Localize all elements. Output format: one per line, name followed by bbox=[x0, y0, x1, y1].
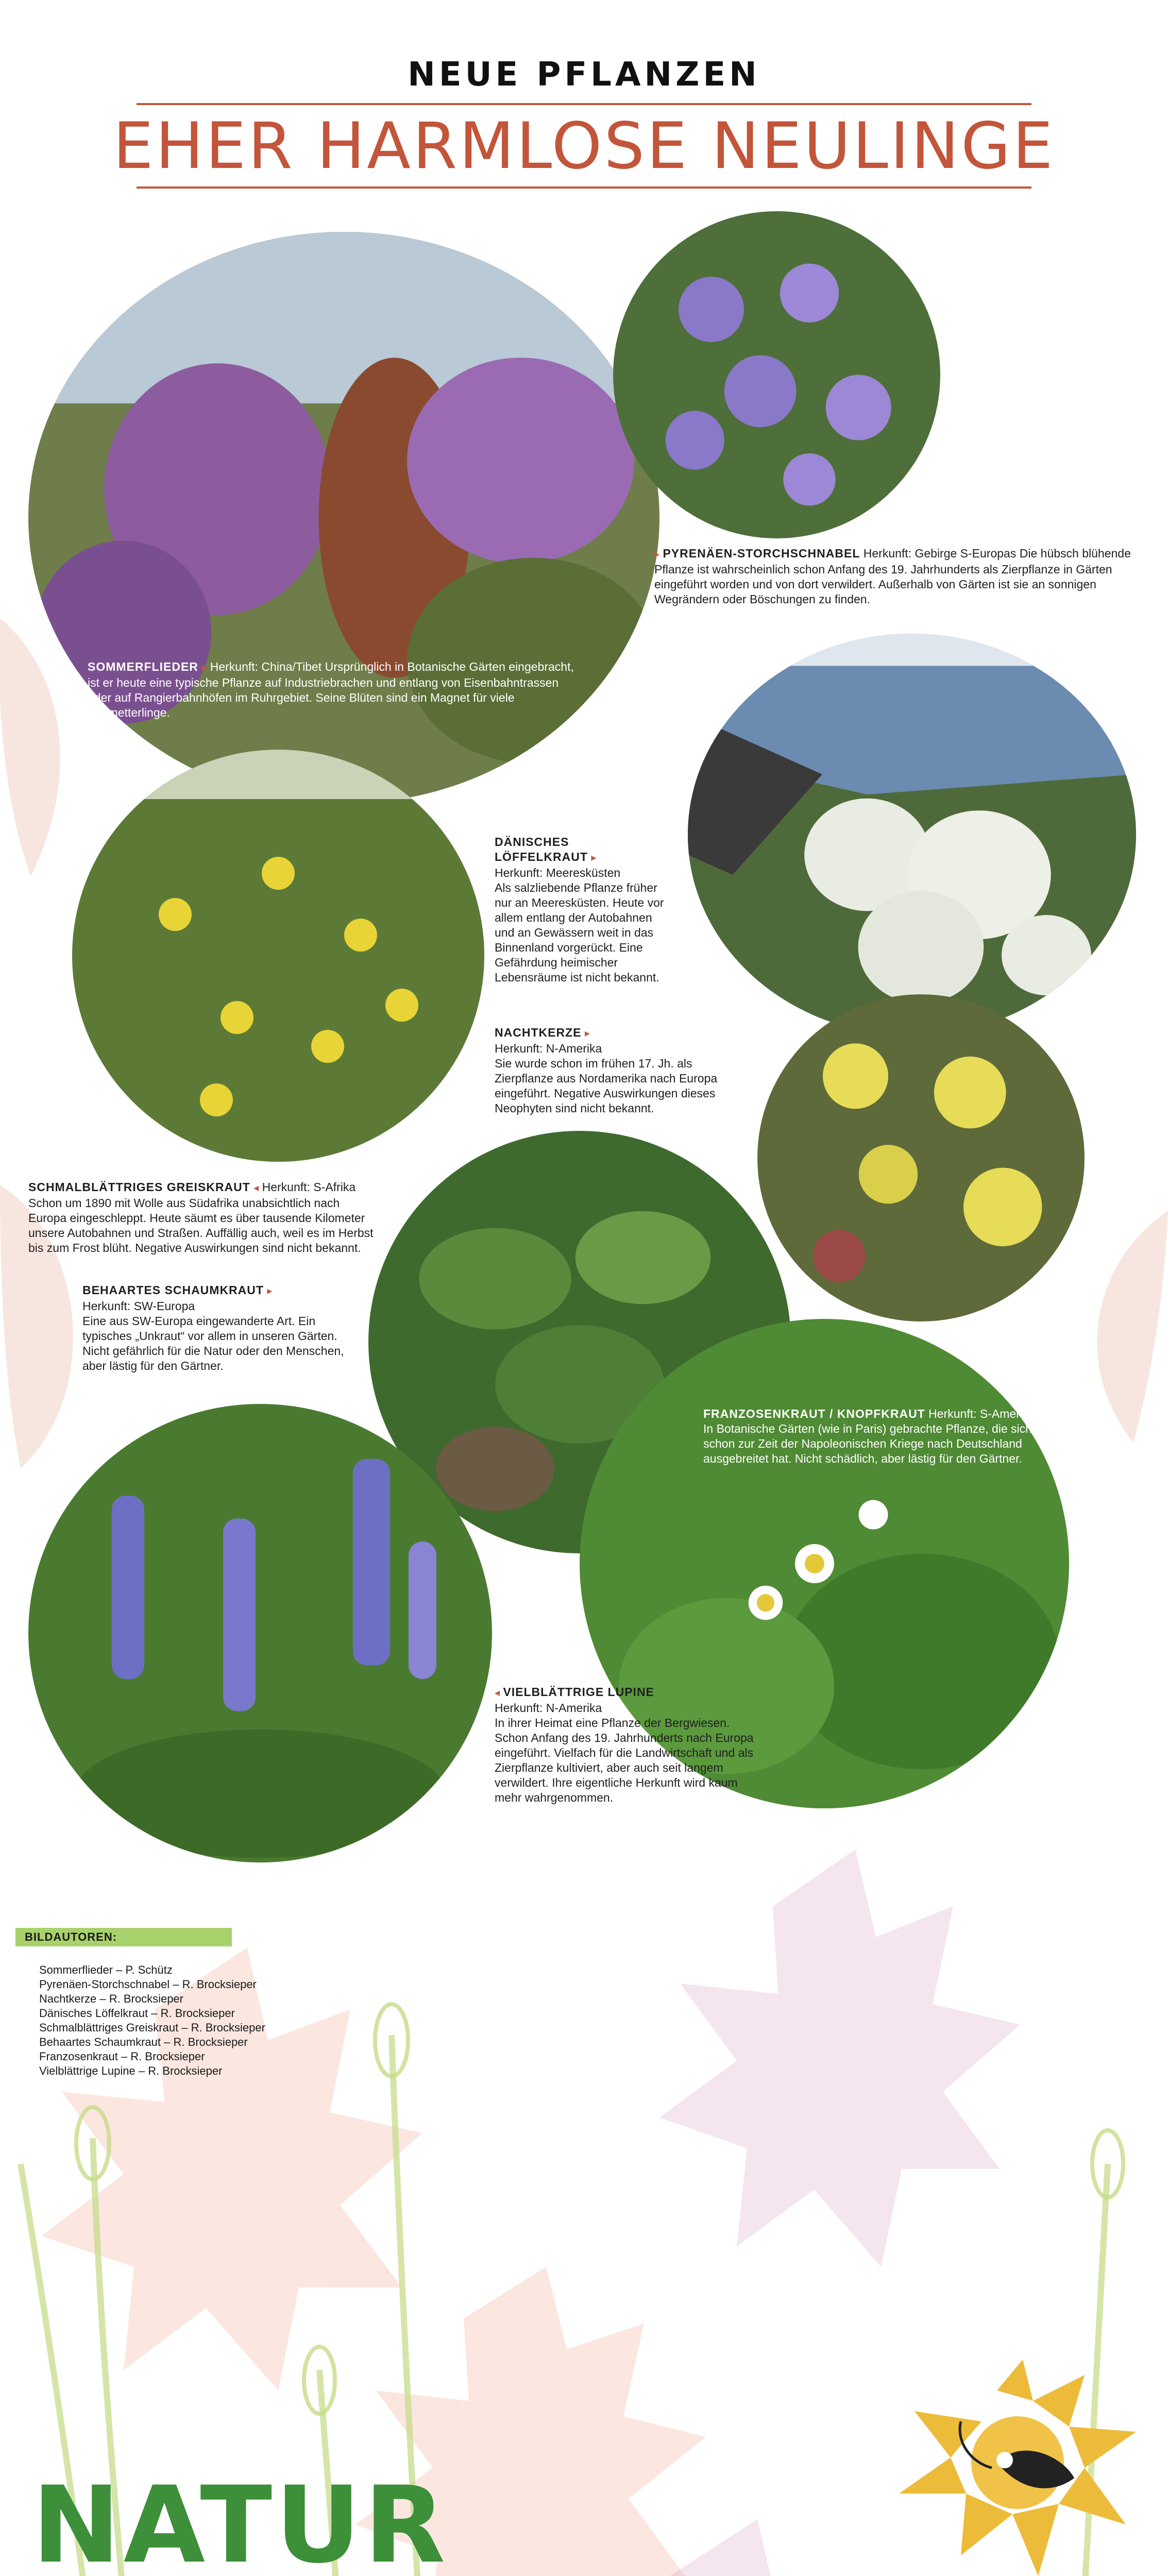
caption-franzosenkraut-origin: Herkunft: S-Amerika bbox=[928, 1407, 1036, 1420]
flower-logo-icon bbox=[868, 2360, 1146, 2576]
caption-sommerflieder-text: Ursprünglich in Botanische Gärten eingebracht, ist er heute eine typische Pflanze auf Industriebrachen und entlang von Eisenbahntrassen oder auf Rangierbahnhöfen im Ruhrgebiet. Seine Blüten sind ein Magnet für viele Schmetterlinge. bbox=[88, 660, 574, 719]
arrow-icon: ▸ bbox=[591, 852, 597, 863]
arrow-icon: ▸ bbox=[267, 1285, 273, 1297]
photo-greiskraut bbox=[72, 750, 484, 1162]
caption-nachtkerze-text: Sie wurde schon im frühen 17. Jh. als Zierpflanze aus Nordamerika nach Europa eingeführt. Negative Auswirkungen dieses Neophyten sind nicht bekannt. bbox=[495, 1057, 718, 1115]
caption-lupine-text: In ihrer Heimat eine Pflanze der Bergwiesen. Schon Anfang des 19. Jahrhunderts nach Europa eingeführt. Vielfach für die Landwirtschaft und als Zierpflanze kultiviert, aber auch seit langem verwildert. Ihre eigentliche Herkunft wird kaum mehr wahrgenommen. bbox=[495, 1716, 754, 1804]
arrow-icon: ▸ bbox=[584, 1028, 590, 1039]
footer-title-line1: NATUR bbox=[32, 2464, 449, 2576]
arrow-icon: ◂ bbox=[495, 1687, 500, 1699]
caption-sommerflieder-name: SOMMERFLIEDER bbox=[88, 660, 198, 673]
header-rule-top bbox=[137, 103, 1031, 105]
caption-franzosenkraut bbox=[703, 1406, 1043, 1466]
credit-line: Sommerflieder – P. Schütz bbox=[39, 1963, 173, 1976]
credit-line: Vielblättrige Lupine – R. Brocksieper bbox=[39, 2064, 223, 2077]
section-kicker: NEUE PFLANZEN bbox=[408, 56, 760, 94]
caption-loeffelkraut-text: Als salzliebende Pflanze früher nur an Meeresküsten. Heute vor allem entlang der Autobahnen und an Gewässern weit in das Binnenland vorgerückt. Eine Gefährdung heimischer Lebensräume ist nicht bekannt. bbox=[495, 881, 664, 984]
credits-title: BILDAUTOREN: bbox=[25, 1930, 117, 1943]
caption-lupine-origin: Herkunft: N-Amerika bbox=[495, 1701, 602, 1715]
caption-nachtkerze-origin: Herkunft: N-Amerika bbox=[495, 1042, 602, 1055]
caption-lupine bbox=[495, 1685, 763, 1805]
caption-storchschnabel-origin: Herkunft: Gebirge S-Europas bbox=[863, 547, 1017, 560]
arrow-icon: ▸ bbox=[201, 662, 207, 673]
caption-nachtkerze-name: NACHTKERZE bbox=[495, 1026, 582, 1039]
credit-line: Pyrenäen-Storchschnabel – R. Brocksieper bbox=[39, 1978, 257, 1991]
credit-line: Nachtkerze – R. Brocksieper bbox=[39, 1992, 183, 2005]
caption-greiskraut bbox=[28, 1180, 379, 1256]
photo-storchschnabel bbox=[613, 211, 940, 538]
caption-storchschnabel-text: Die hübsch blühende Pflanze ist wahrscheinlich schon Anfang des 19. Jahrhunderts als Zierpflanze in Gärten eingeführt worden und von dort verwildert. Außerhalb von Gärten ist sie an sonnigen Wegrändern oder Böschungen zu finden. bbox=[654, 547, 1131, 606]
arrow-icon: ▸ bbox=[654, 549, 660, 560]
caption-loeffelkraut-origin: Herkunft: Meeresküsten bbox=[495, 866, 621, 879]
credit-line: Behaartes Schaumkraut – R. Brocksieper bbox=[39, 2036, 248, 2048]
caption-loeffelkraut bbox=[495, 835, 665, 985]
caption-lupine-name: VIELBLÄTTRIGE LUPINE bbox=[503, 1685, 654, 1699]
caption-franzosenkraut-name: FRANZOSENKRAUT / KNOPFKRAUT bbox=[703, 1407, 925, 1420]
caption-loeffelkraut-name: DÄNISCHES LÖFFELKRAUT bbox=[495, 835, 588, 863]
caption-schaumkraut bbox=[82, 1283, 361, 1374]
page-title: EHER HARMLOSE NEULINGE bbox=[113, 109, 1055, 183]
photo-loeffelkraut bbox=[688, 634, 1136, 1036]
caption-sommerflieder bbox=[88, 659, 582, 720]
caption-schaumkraut-origin: Herkunft: SW-Europa bbox=[82, 1299, 195, 1313]
caption-storchschnabel-name: PYRENÄEN-STORCHSCHNABEL bbox=[663, 547, 860, 560]
caption-sommerflieder-origin: Herkunft: China/Tibet bbox=[210, 660, 322, 673]
caption-greiskraut-text: Schon um 1890 mit Wolle aus Südafrika unabsichtlich nach Europa eingeschleppt. Heute säumt es über tausende Kilometer unsere Autobahnen und Straßen. Auffällig auch, weil es im Herbst bis zum Frost blüht. Negative Auswirkungen sind nicht bekannt. bbox=[28, 1196, 374, 1255]
caption-schaumkraut-text: Eine aus SW-Europa eingewanderte Art. Ein typisches „Unkraut“ vor allem in unseren Gärten. Nicht gefährlich für die Natur oder den Menschen, aber lästig für den Gärtner. bbox=[82, 1314, 344, 1372]
caption-franzosenkraut-text: In Botanische Gärten (wie in Paris) gebrachte Pflanze, die sich schon zur Zeit der Napoleonischen Kriege nach Deutschland ausgebreitet hat. Nicht schädlich, aber lästig für den Gärtner. bbox=[703, 1422, 1032, 1465]
credit-line: Franzosenkraut – R. Brocksieper bbox=[39, 2050, 205, 2063]
caption-nachtkerze bbox=[495, 1025, 747, 1116]
caption-storchschnabel bbox=[654, 546, 1149, 607]
credit-line: Dänisches Löffelkraut – R. Brocksieper bbox=[39, 2007, 235, 2020]
caption-schaumkraut-name: BEHAARTES SCHAUMKRAUT bbox=[82, 1283, 264, 1297]
photo-lupine bbox=[28, 1404, 492, 1862]
caption-greiskraut-name: SCHMALBLÄTTRIGES GREISKRAUT bbox=[28, 1180, 250, 1194]
caption-greiskraut-origin: Herkunft: S-Afrika bbox=[262, 1180, 356, 1194]
header-rule-bottom bbox=[137, 187, 1031, 189]
credit-line: Schmalblättriges Greiskraut – R. Brocksieper bbox=[39, 2021, 265, 2034]
arrow-icon: ◂ bbox=[253, 1182, 259, 1194]
photo-nachtkerze bbox=[757, 994, 1085, 1321]
